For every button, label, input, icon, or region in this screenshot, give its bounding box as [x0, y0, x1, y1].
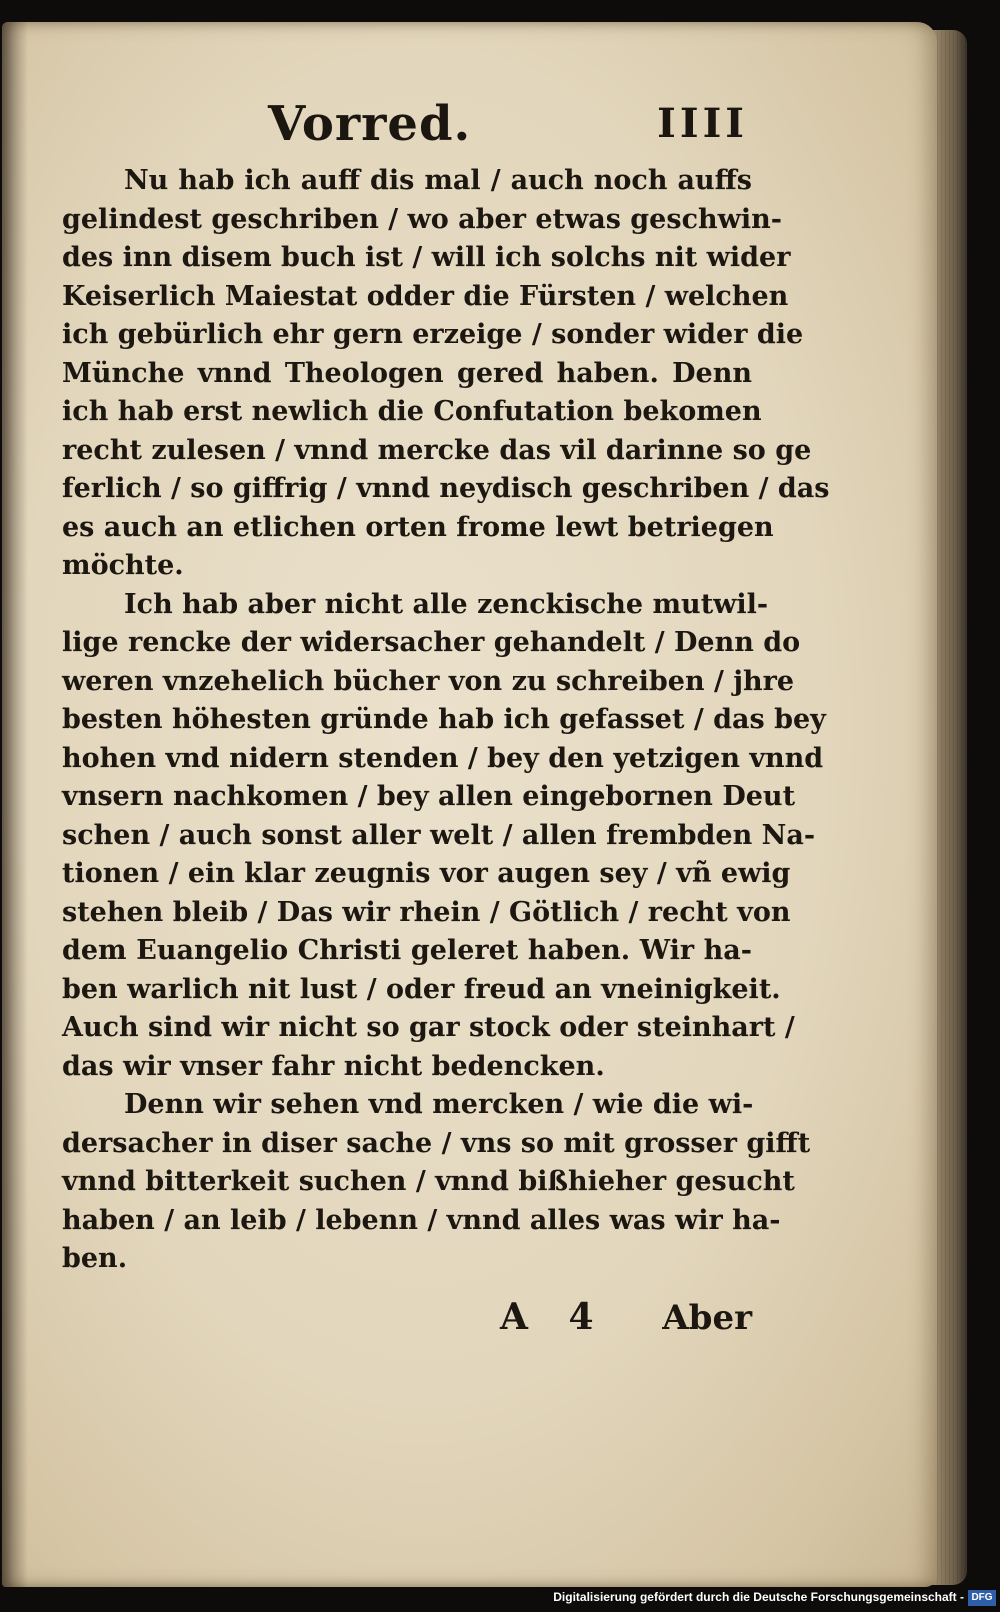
text-line: stehen bleib / Das wir rhein / Götlich / recht von: [62, 896, 791, 928]
page-footer: [500, 1296, 752, 1346]
text-line: dem Euangelio Christi geleret haben. Wir ha-: [62, 935, 752, 966]
digitization-credit: Digitalisierung gefördert durch die Deutsche Forschungsgemeinschaft -: [553, 1590, 964, 1604]
text-line: des inn disem buch ist / will ich solchs nit wider: [62, 242, 791, 273]
text-block: [62, 162, 830, 1279]
text-line: Denn wir sehen vnd mercken / wie die wi-: [124, 1089, 754, 1120]
signature-mark: A 4: [500, 1296, 608, 1338]
page-header: [268, 96, 748, 156]
running-head: Vorred.: [268, 96, 472, 152]
text-line: Münche vnnd Theologen gered haben. Denn: [62, 357, 752, 389]
text-line: weren vnzehelich bücher von zu schreiben / jhre: [62, 665, 795, 697]
text-line: tionen / ein klar zeugnis vor augen sey / vñ ewig: [62, 858, 791, 889]
folio-number: IIII: [657, 100, 748, 147]
text-line: es auch an etlichen orten frome lewt betriegen: [62, 511, 774, 543]
text-line: dersacher in diser sache / vns so mit grosser gifft: [62, 1127, 811, 1159]
text-line: recht zulesen / vnnd mercke das vil darinne so ge: [62, 434, 812, 466]
text-line: vnnd bitterkeit suchen / vnnd bißhieher gesucht: [62, 1166, 795, 1197]
paragraph-3: [62, 1086, 811, 1279]
text-line: Nu hab ich auff dis mal / auch noch auffs: [124, 165, 752, 196]
text-line: hohen vnd nidern stenden / bey den yetzigen vnnd: [62, 742, 824, 774]
text-line: ich gebürlich ehr gern erzeige / sonder wider die: [62, 319, 804, 350]
text-line: ben warlich nit lust / oder freud an vneinigkeit.: [62, 973, 781, 1005]
paragraph-2: [62, 586, 826, 1087]
text-line: besten höhesten gründe hab ich gefasset / das bey: [62, 704, 826, 735]
paragraph-1: [62, 162, 830, 586]
text-line: ferlich / so giffrig / vnnd neydisch geschriben / das: [62, 473, 830, 504]
text-line: Auch sind wir nicht so gar stock oder steinhart /: [62, 1012, 795, 1043]
text-line: das wir vnser fahr nicht bedencken.: [62, 1050, 605, 1082]
text-line: ich hab erst newlich die Confutation bekomen: [62, 396, 762, 427]
dfg-logo: DFG: [968, 1590, 996, 1606]
text-line: haben / an leib / lebenn / vnnd alles was wir ha-: [62, 1204, 781, 1236]
text-line: schen / auch sonst aller welt / allen frembden Na-: [62, 819, 816, 851]
catchword: Aber: [662, 1298, 752, 1338]
text-line: möchte.: [62, 550, 184, 581]
text-line: gelindest geschriben / wo aber etwas geschwin-: [62, 203, 782, 235]
text-line: vnsern nachkomen / bey allen eingebornen Deut: [62, 781, 796, 812]
text-line: lige rencke der widersacher gehandelt / Denn do: [62, 627, 801, 658]
spine-shadow: [2, 22, 28, 1587]
text-line: Keiserlich Maiestat odder die Fürsten / welchen: [62, 280, 789, 312]
text-line: Ich hab aber nicht alle zenckische mutwil-: [124, 588, 769, 620]
text-line: ben.: [62, 1243, 128, 1274]
